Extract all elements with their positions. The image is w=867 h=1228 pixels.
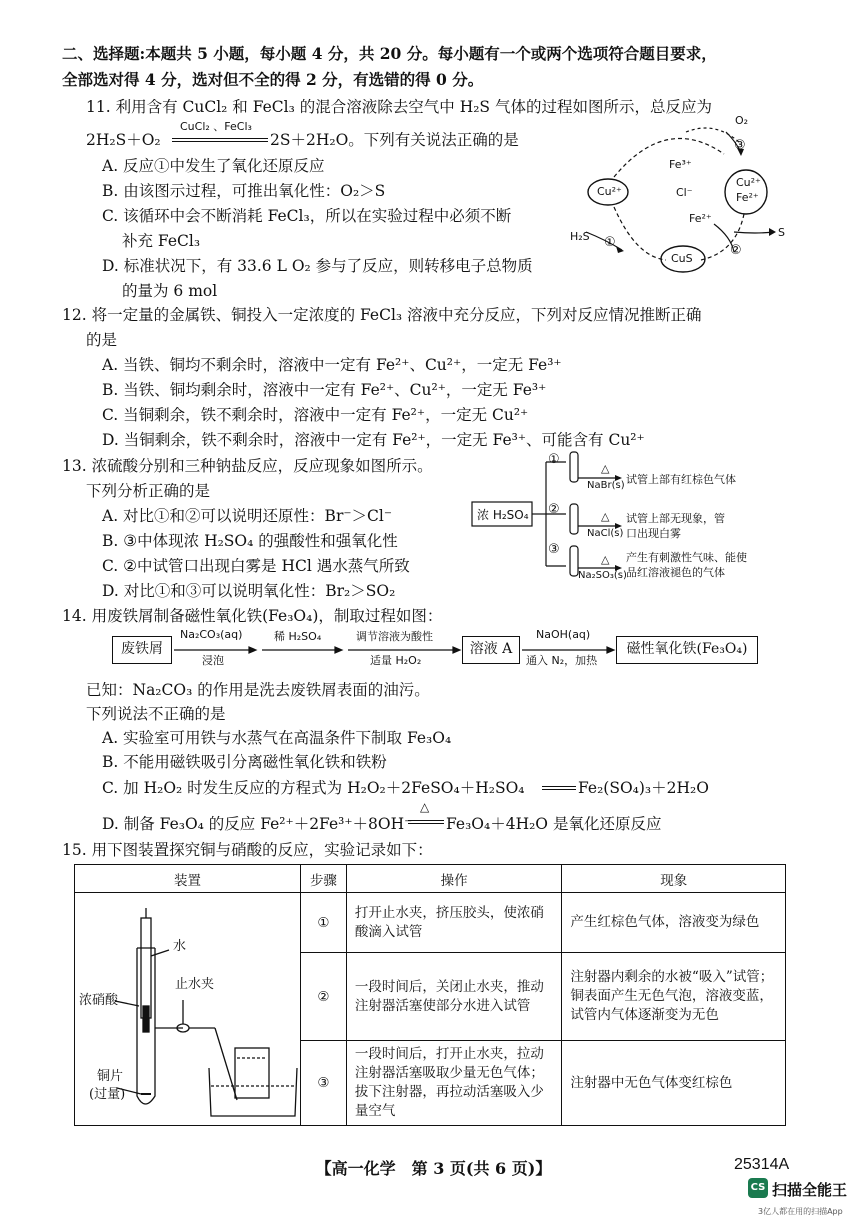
table-header-operation: 操作	[346, 865, 562, 893]
q13-diagram-na2so3: Na₂SO₃(s)	[578, 570, 627, 581]
apparatus-cell	[75, 893, 301, 1126]
flow-box-solution-a: 溶液 A	[462, 636, 520, 664]
table-row-2-step: ②	[300, 953, 346, 1041]
q11-option-b: B. 由该图示过程，可推出氧化性：O₂＞S	[102, 182, 386, 200]
flow-arrow2-reagent: 稀 H₂SO₄	[274, 630, 322, 643]
q13-diagram-tube2: ②	[548, 502, 560, 517]
apparatus-label-clamp: 止水夹	[175, 977, 215, 992]
flow-arrow3-step: 适量 H₂O₂	[370, 654, 422, 667]
q11-option-d-line2: 的量为 6 mol	[122, 282, 218, 300]
section-heading-line2: 全部选对得 4 分，选对但不全的得 2 分，有选错的得 0 分。	[62, 70, 484, 89]
apparatus-label-water: 水	[173, 939, 187, 954]
q11-diagram-step3: ③	[734, 138, 746, 153]
q13-diagram-acid: 浓 H₂SO₄	[477, 508, 529, 522]
q11-option-c-line2: 补充 FeCl₃	[122, 232, 201, 250]
q13-option-c: C. ②中试管口出现白雾是 HCl 遇水蒸气所致	[102, 557, 410, 575]
q12-option-c: C. 当铜剩余，铁不剩余时，溶液中一定有 Fe²⁺，一定无 Cu²⁺	[102, 406, 529, 424]
q14-option-c-right: Fe₂(SO₄)₃＋2H₂O	[578, 779, 709, 797]
q14-option-a: A. 实验室可用铁与水蒸气在高温条件下制取 Fe₃O₄	[102, 729, 452, 747]
table-row-1-phenomenon	[562, 893, 786, 953]
table-header-apparatus: 装置	[75, 865, 301, 893]
q11-diagram-h2s: H₂S	[570, 230, 590, 243]
q13-option-a: A. 对比①和②可以说明还原性：Br⁻＞Cl⁻	[102, 507, 393, 525]
flow-arrow1-step: 浸泡	[202, 654, 224, 667]
apparatus-label-copper: 铜片	[97, 1069, 124, 1084]
q11-diagram-cl: Cl⁻	[676, 186, 693, 199]
flow-arrow4-step: 通入 N₂，加热	[526, 654, 598, 667]
table-row-1-operation-text: 打开止水夹，挤压胶头，使浓硝酸滴入试管	[354, 904, 544, 940]
q11-equation-right: 2S＋2H₂O。下列有关说法正确的是	[270, 131, 519, 149]
q11-diagram-cu2-right: Cu²⁺	[736, 176, 761, 189]
section-heading-line1: 二、选择题:本题共 5 小题，每小题 4 分，共 20 分。每小题有一个或两个选项符合题目要求，	[62, 44, 717, 63]
camscanner-logo-icon: CS	[748, 1178, 768, 1198]
apparatus-label-excess: (过量)	[89, 1087, 126, 1102]
table-header-phenomenon: 现象	[562, 865, 786, 893]
flow-box-magnetic-iron-oxide: 磁性氧化铁(Fe₃O₄)	[616, 636, 758, 664]
q11-diagram-step2: ②	[730, 243, 742, 258]
apparatus-label-nitric-acid: 浓硝酸	[79, 993, 119, 1008]
q12-stem-line1: 12. 将一定量的金属铁、铜投入一定浓度的 FeCl₃ 溶液中充分反应，下列对反应情况推断正确	[62, 306, 702, 324]
q11-option-a: A. 反应①中发生了氧化还原反应	[102, 157, 325, 175]
flow-arrow1-reagent: Na₂CO₃(aq)	[180, 628, 243, 641]
flow-box-scrap-iron: 废铁屑	[112, 636, 172, 664]
q12-stem-line2: 的是	[86, 331, 118, 349]
q14-option-d-right: Fe₃O₄＋4H₂O 是氧化还原反应	[446, 815, 662, 833]
q11-diagram-fe3: Fe³⁺	[669, 158, 692, 171]
q14-known: 已知：Na₂CO₃ 的作用是洗去废铁屑表面的油污。	[86, 681, 430, 699]
q13-diagram-phenomenon3-line1: 产生有刺激性气味、能使	[626, 551, 747, 564]
flow-arrow3-reagent: 调节溶液为酸性	[356, 630, 433, 643]
q12-option-b: B. 当铁、铜均剩余时，溶液中一定有 Fe²⁺、Cu²⁺，一定无 Fe³⁺	[102, 381, 547, 399]
q14-option-d-left: D. 制备 Fe₃O₄ 的反应 Fe²⁺＋2Fe³⁺＋8OH⁻	[102, 815, 413, 833]
q11-diagram-s: S	[778, 226, 785, 239]
q11-diagram-cu2: Cu²⁺	[597, 185, 622, 198]
q11-diagram-step1: ①	[604, 235, 616, 250]
page-footer: 【高一化学 第 3 页(共 6 页)】	[315, 1159, 552, 1178]
table-row-2-operation	[346, 953, 562, 1041]
table-row-1-step: ①	[300, 893, 346, 953]
q13-diagram-phenomenon1: 试管上部有红棕色气体	[626, 473, 736, 486]
table-row-2-phenomenon-text: 注射器内剩余的水被“吸入”试管；铜表面产生无色气泡，溶液变蓝，试管内气体逐渐变为无色	[570, 969, 774, 1023]
q11-option-c-line1: C. 该循环中会不断消耗 FeCl₃，所以在实验过程中必须不断	[102, 207, 512, 225]
q14-flow-arrows	[172, 640, 622, 660]
q11-diagram-fe2-right: Fe²⁺	[736, 191, 759, 204]
table-row-3-phenomenon-text: 注射器中无色气体变红棕色	[570, 1074, 733, 1091]
table-row-1-phenomenon-text: 产生红棕色气体，溶液变为绿色	[570, 914, 760, 930]
q13-diagram-heat3: △	[601, 553, 610, 566]
table-row-3-operation-text: 一段时间后，打开止水夹，拉动注射器活塞吸取少量无色气体；拔下注射器，再拉动活塞吸入少量空气	[354, 1046, 544, 1119]
q15-experiment-table	[74, 864, 786, 1126]
table-header-step: 步骤	[300, 865, 346, 893]
q11-equation-condition: CuCl₂ 、FeCl₃	[180, 120, 252, 133]
q13-diagram-nacl: NaCl(s)	[587, 528, 624, 539]
q14-option-d-condition: △	[420, 800, 430, 814]
camscanner-tagline: 3亿人都在用的扫描App	[758, 1207, 843, 1216]
q13-stem-line1: 13. 浓硫酸分别和三种钠盐反应，反应现象如图所示。	[62, 457, 433, 475]
q13-diagram-tube3: ③	[548, 542, 560, 557]
q13-option-d: D. 对比①和③可以说明氧化性：Br₂＞SO₂	[102, 582, 396, 600]
q13-option-b: B. ③中体现浓 H₂SO₄ 的强酸性和强氧化性	[102, 532, 398, 550]
table-row-3-operation	[346, 1041, 562, 1126]
q15-stem: 15. 用下图装置探究铜与硝酸的反应，实验记录如下：	[62, 841, 433, 859]
paper-code: 25314A	[734, 1156, 790, 1173]
q13-diagram-heat2: △	[601, 510, 610, 523]
q14-stem: 14. 用废铁屑制备磁性氧化铁(Fe₃O₄)，制取过程如图：	[62, 607, 443, 625]
q13-diagram-phenomenon2-line2: 口出现白雾	[626, 527, 681, 540]
q13-diagram-phenomenon3-line2: 品红溶液褪色的气体	[626, 566, 725, 579]
q14-option-d-equals	[408, 820, 444, 824]
table-row-1-operation	[346, 893, 562, 953]
table-row-3-step: ③	[300, 1041, 346, 1126]
q14-option-c-equals	[542, 786, 576, 790]
q14-option-b: B. 不能用磁铁吸引分离磁性氧化铁和铁粉	[102, 753, 387, 771]
q11-diagram-cus: CuS	[671, 252, 693, 265]
q12-option-a: A. 当铁、铜均不剩余时，溶液中一定有 Fe²⁺、Cu²⁺，一定无 Fe³⁺	[102, 356, 562, 374]
q11-stem: 11. 利用含有 CuCl₂ 和 FeCl₃ 的混合溶液除去空气中 H₂S 气体的过程如图所示，总反应为	[86, 98, 712, 116]
q13-diagram-tube1: ①	[548, 452, 560, 467]
table-row-2-operation-text: 一段时间后，关闭止水夹，推动注射器活塞使部分水进入试管	[354, 978, 544, 1014]
q11-equation-arrow	[172, 138, 268, 142]
q12-option-d: D. 当铜剩余，铁不剩余时，溶液中一定有 Fe²⁺，一定无 Fe³⁺、可能含有 Cu²⁺	[102, 431, 645, 449]
q13-diagram-nabr: NaBr(s)	[587, 480, 625, 491]
q13-stem-line2: 下列分析正确的是	[86, 482, 211, 500]
q11-option-d-line1: D. 标准状况下，有 33.6 L O₂ 参与了反应，则转移电子总物质	[102, 257, 533, 275]
table-row-3-phenomenon	[562, 1041, 786, 1126]
q11-diagram-o2: O₂	[735, 114, 749, 127]
q14-ask: 下列说法不正确的是	[86, 705, 226, 723]
q11-diagram-fe2: Fe²⁺	[689, 212, 712, 225]
table-row-2-phenomenon	[562, 953, 786, 1041]
q14-option-c-left: C. 加 H₂O₂ 时发生反应的方程式为 H₂O₂＋2FeSO₄＋H₂SO₄	[102, 779, 525, 797]
q13-diagram-phenomenon2-line1: 试管上部无现象，管	[626, 512, 725, 525]
camscanner-name: 扫描全能王	[772, 1181, 848, 1199]
flow-arrow4-reagent: NaOH(aq)	[536, 628, 591, 641]
q13-diagram-heat1: △	[601, 462, 610, 475]
q11-equation-left: 2H₂S＋O₂	[86, 131, 161, 149]
